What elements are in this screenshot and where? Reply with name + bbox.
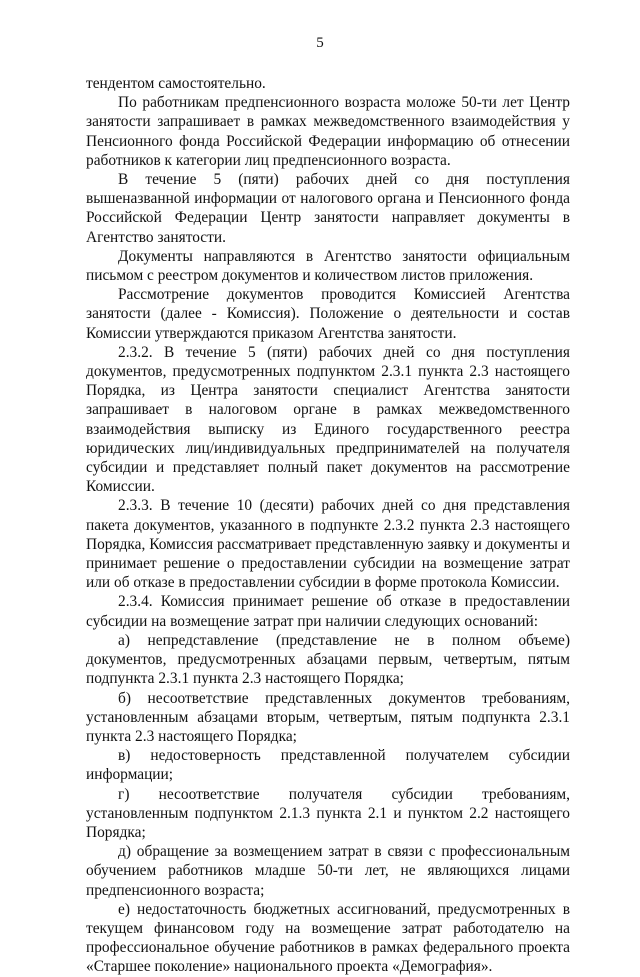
list-item-v: в) недостоверность представленной получателем субсидии информации;	[86, 747, 570, 784]
list-item-d: д) обращение за возмещением затрат в связи с профессиональным обучением работников младше 50-ти лет, не являющихся лицами предпенсионного возраста;	[86, 843, 570, 899]
paragraph-2-3-3: 2.3.3. В течение 10 (десяти) рабочих дней со дня представления пакета документов, указанного в подпункте 2.3.2 пункта 2.3 настоящего Порядка, Комиссия рассматривает представленную заявку и документы и принимает решение о предоставлении субсидии на возмещение затрат или об отказе в предоставлении субсидии в форме протокола Комиссии.	[86, 497, 570, 592]
paragraph-pension-fund-request: По работникам предпенсионного возраста моложе 50-ти лет Центр занятости запрашивает в рамках межведомственного взаимодействия у Пенсионного фонда Российской Федерации информацию об отнесении работников к категории лиц предпенсионного возраста.	[86, 94, 570, 169]
paragraph-five-days-forwarding: В течение 5 (пяти) рабочих дней со дня поступления вышеназванной информации от налогового органа и Пенсионного фонда Российской Федерации Центр занятости направляет документы в Агентство занятости.	[86, 171, 570, 246]
list-item-e: е) недостаточность бюджетных ассигнований, предусмотренных в текущем финансовом году на возмещение затрат работодателю на профессиональное обучение работников в рамках федерального проекта «Старшее поколение» национального проекта «Демография».	[86, 900, 570, 976]
paragraph-commission: Рассмотрение документов проводится Комиссией Агентства занятости (далее - Комиссия). Положение о деятельности и состав Комиссии утверждаются приказом Агентства занятости.	[86, 286, 570, 342]
page-number: 5	[316, 35, 324, 51]
paragraph-2-3-4: 2.3.4. Комиссия принимает решение об отказе в предоставлении субсидии на возмещение затрат при наличии следующих оснований:	[86, 593, 570, 630]
paragraph-official-letter: Документы направляются в Агентство занятости официальным письмом с реестром документов и количеством листов приложения.	[86, 247, 570, 285]
list-item-b: б) несоответствие представленных документов требованиям, установленным абзацами вторым, четвертым, пятым подпункта 2.3.1 пункта 2.3 настоящего Порядка;	[86, 689, 570, 745]
paragraph-2-3-2: 2.3.2. В течение 5 (пяти) рабочих дней со дня поступления документов, предусмотренных подпунктом 2.3.1 пункта 2.3 настоящего Порядка, из Центра занятости специалист Агентства занятости запрашивает в налоговом органе в рамках межведомственного взаимодействия выписку из Единого государственного реестра юридических лиц/индивидуальных предпринимателей на получателя субсидии и представляет полный пакет документов на рассмотрение Комиссии.	[86, 343, 570, 496]
list-item-a: а) непредставление (представление не в полном объеме) документов, предусмотренных абзацами первым, четвертым, пятым подпункта 2.3.1 пункта 2.3 настоящего Порядка;	[86, 631, 570, 688]
list-item-g: г) несоответствие получателя субсидии требованиям, установленным подпунктом 2.1.3 пункта 2.1 и пунктом 2.2 настоящего Порядка;	[86, 785, 570, 841]
document-body	[86, 74, 570, 977]
paragraph-continuation: тендентом самостоятельно.	[86, 75, 266, 92]
